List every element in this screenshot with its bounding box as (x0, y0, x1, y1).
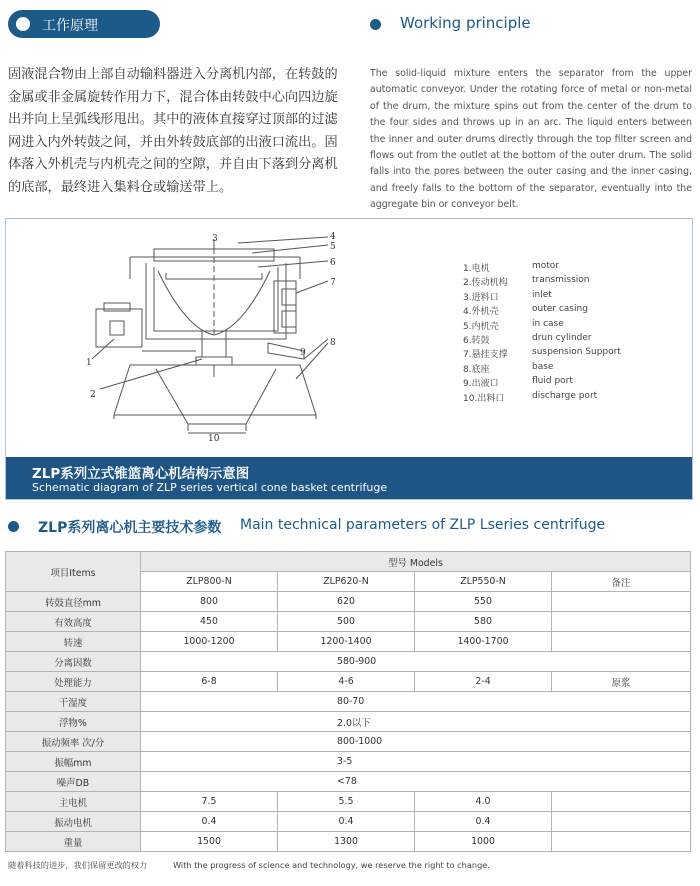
part-number: 9 (300, 348, 306, 358)
intro-line: 固液混合物由上部自动输料器进入分离机内部，在转鼓的 (8, 67, 338, 82)
caption-cn: ZLP系列立式锥篮离心机结构示意图 (32, 466, 250, 482)
table-cell: 0.4 (141, 812, 278, 832)
section-title-cn: 工作原理 (42, 18, 98, 34)
params-title-cn: ZLP系列离心机主要技术参数 (38, 520, 222, 536)
diagram-caption (6, 457, 692, 499)
legend-en: inlet (532, 289, 552, 300)
merged-cell: 80-70 (141, 692, 691, 712)
table-row (6, 812, 691, 832)
params-table (5, 551, 691, 852)
part-number: 4 (330, 232, 336, 242)
table-cell: 5.5 (278, 792, 415, 812)
intro-line: 体落入外机壳与内机壳之间的空隙，并自由下落到分离机 (8, 157, 338, 173)
legend-cn: 8.底座 (463, 364, 490, 375)
row-label: 干湿度 (6, 692, 141, 712)
table-cell: 1000 (415, 832, 552, 852)
row-label: 振动电机 (6, 812, 141, 832)
part-number: 1 (86, 358, 92, 368)
legend-en: fluid port (532, 376, 573, 387)
part-number: 6 (330, 258, 336, 268)
legend-en: suspension Support (532, 347, 621, 358)
model-name: ZLP620-N (278, 572, 415, 592)
legend-en: in case (532, 318, 564, 329)
legend-en: transmission (532, 275, 590, 286)
footer-en: With the progress of science and technology, we reserve the right to change. (173, 860, 490, 870)
merged-cell: 2.0以下 (141, 712, 691, 732)
table-row (6, 772, 691, 792)
part-number: 8 (330, 338, 336, 348)
table-cell: 450 (141, 612, 278, 632)
table-row (6, 672, 691, 692)
row-label: 转速 (6, 632, 141, 652)
row-label: 浮物% (6, 712, 141, 732)
merged-cell: <78 (141, 772, 691, 792)
part-number: 5 (330, 242, 336, 252)
table-cell: 1500 (141, 832, 278, 852)
row-label: 重量 (6, 832, 141, 852)
table-cell: 7.5 (141, 792, 278, 812)
footer (8, 860, 490, 871)
remark-cell (552, 812, 691, 832)
intro-line: 金属或非金属旋转作用力下，混合体由转鼓中心向四边旋 (8, 89, 338, 105)
table-row (6, 792, 691, 812)
footer-cn: 随着科技的进步，我们保留更改的权力 (8, 860, 148, 870)
schematic-diagram (5, 218, 693, 500)
table-cell: 4.0 (415, 792, 552, 812)
intro-line: 网进入内外转鼓之间，并由外转鼓底部的出液口流出。固 (8, 134, 338, 150)
item-header: 项目Items (6, 552, 141, 592)
legend-en: base (532, 361, 554, 372)
remark-cell (552, 832, 691, 852)
section-header-cn (8, 10, 160, 38)
table-cell: 0.4 (415, 812, 552, 832)
intro-text-en: The solid-liquid mixture enters the separator from the upper automatic conveyor. Under the rotating force of metal or non-metal of the drum, the mixture spins out from the center of the drum to the four sides and throws up in an arc. The liquid enters between the inner and outer drums directly through the top filter screen and flows out from the outlet at the bottom of the outer drum. The solid falls into the pores between the outer casing and the inner casing, and freely falls to the bottom of the separator, eventually into the aggregate bin or conveyor belt. (370, 68, 692, 211)
legend-cn: 4.外机壳 (463, 307, 499, 318)
part-number: 7 (330, 278, 336, 288)
legend-en: discharge port (532, 390, 598, 401)
row-label: 主电机 (6, 792, 141, 812)
section-title-en: Working principle (400, 14, 531, 32)
table-cell: 2-4 (415, 672, 552, 692)
table-row (6, 732, 691, 752)
table-row (6, 632, 691, 652)
table-cell: 800 (141, 592, 278, 612)
table-cell: 550 (415, 592, 552, 612)
table-cell: 620 (278, 592, 415, 612)
table-header-row (6, 552, 691, 572)
row-label: 噪声DB (6, 772, 141, 792)
model-name: ZLP800-N (141, 572, 278, 592)
remark-cell: 原浆 (552, 672, 691, 692)
row-label: 振幅mm (6, 752, 141, 772)
bullet-icon (370, 19, 381, 30)
merged-cell: 800-1000 (141, 732, 691, 752)
bullet-icon (16, 17, 30, 31)
intro-line: 出并向上呈弧线形甩出。其中的液体直接穿过顶部的过滤 (8, 112, 338, 128)
row-label: 振动频率 次/分 (6, 732, 141, 752)
table-cell: 580 (415, 612, 552, 632)
merged-cell: 580-900 (141, 652, 691, 672)
legend-cn: 6.转鼓 (463, 335, 490, 346)
remark-cell (552, 612, 691, 632)
legend-cn: 2.传动机构 (463, 278, 508, 289)
part-number: 3 (212, 234, 218, 244)
remark-header: 备注 (552, 572, 691, 592)
row-label: 转鼓直径mm (6, 592, 141, 612)
legend-cn: 7.悬挂支撑 (463, 350, 508, 361)
row-label: 分离因数 (6, 652, 141, 672)
table-row (6, 592, 691, 612)
remark-cell (552, 632, 691, 652)
intro-text-cn (8, 64, 346, 200)
row-label: 处理能力 (6, 672, 141, 692)
table-cell: 1200-1400 (278, 632, 415, 652)
legend-cn: 10.出料口 (463, 393, 505, 404)
table-row (6, 832, 691, 852)
table-cell: 1400-1700 (415, 632, 552, 652)
part-number: 2 (90, 390, 96, 400)
legend-cn: 9.出液口 (463, 379, 499, 390)
table-row (6, 712, 691, 732)
intro-line: 的底部，最终进入集料仓或输送带上。 (8, 179, 233, 195)
params-title-en: Main technical parameters of ZLP Lseries centrifuge (240, 517, 606, 533)
row-label: 有效高度 (6, 612, 141, 632)
table-row (6, 692, 691, 712)
table-cell: 4-6 (278, 672, 415, 692)
caption-en: Schematic diagram of ZLP series vertical cone basket centrifuge (32, 481, 388, 494)
bullet-icon (8, 521, 19, 532)
remark-cell (552, 592, 691, 612)
table-row (6, 752, 691, 772)
table-cell: 1300 (278, 832, 415, 852)
legend-cn: 3.进料口 (463, 292, 499, 303)
legend-en: motor (532, 261, 560, 271)
table-cell: 500 (278, 612, 415, 632)
table-cell: 6-8 (141, 672, 278, 692)
remark-cell (552, 792, 691, 812)
model-header: 型号 Models (141, 552, 691, 572)
table-cell: 1000-1200 (141, 632, 278, 652)
legend-cn: 5.内机壳 (463, 321, 499, 332)
part-number: 10 (208, 434, 220, 444)
merged-cell: 3-5 (141, 752, 691, 772)
legend-en: drun cylinder (532, 332, 592, 343)
table-row (6, 652, 691, 672)
legend-en: outer casing (532, 304, 588, 315)
model-name: ZLP550-N (415, 572, 552, 592)
legend-cn: 1.电机 (463, 264, 490, 274)
table-cell: 0.4 (278, 812, 415, 832)
table-row (6, 612, 691, 632)
